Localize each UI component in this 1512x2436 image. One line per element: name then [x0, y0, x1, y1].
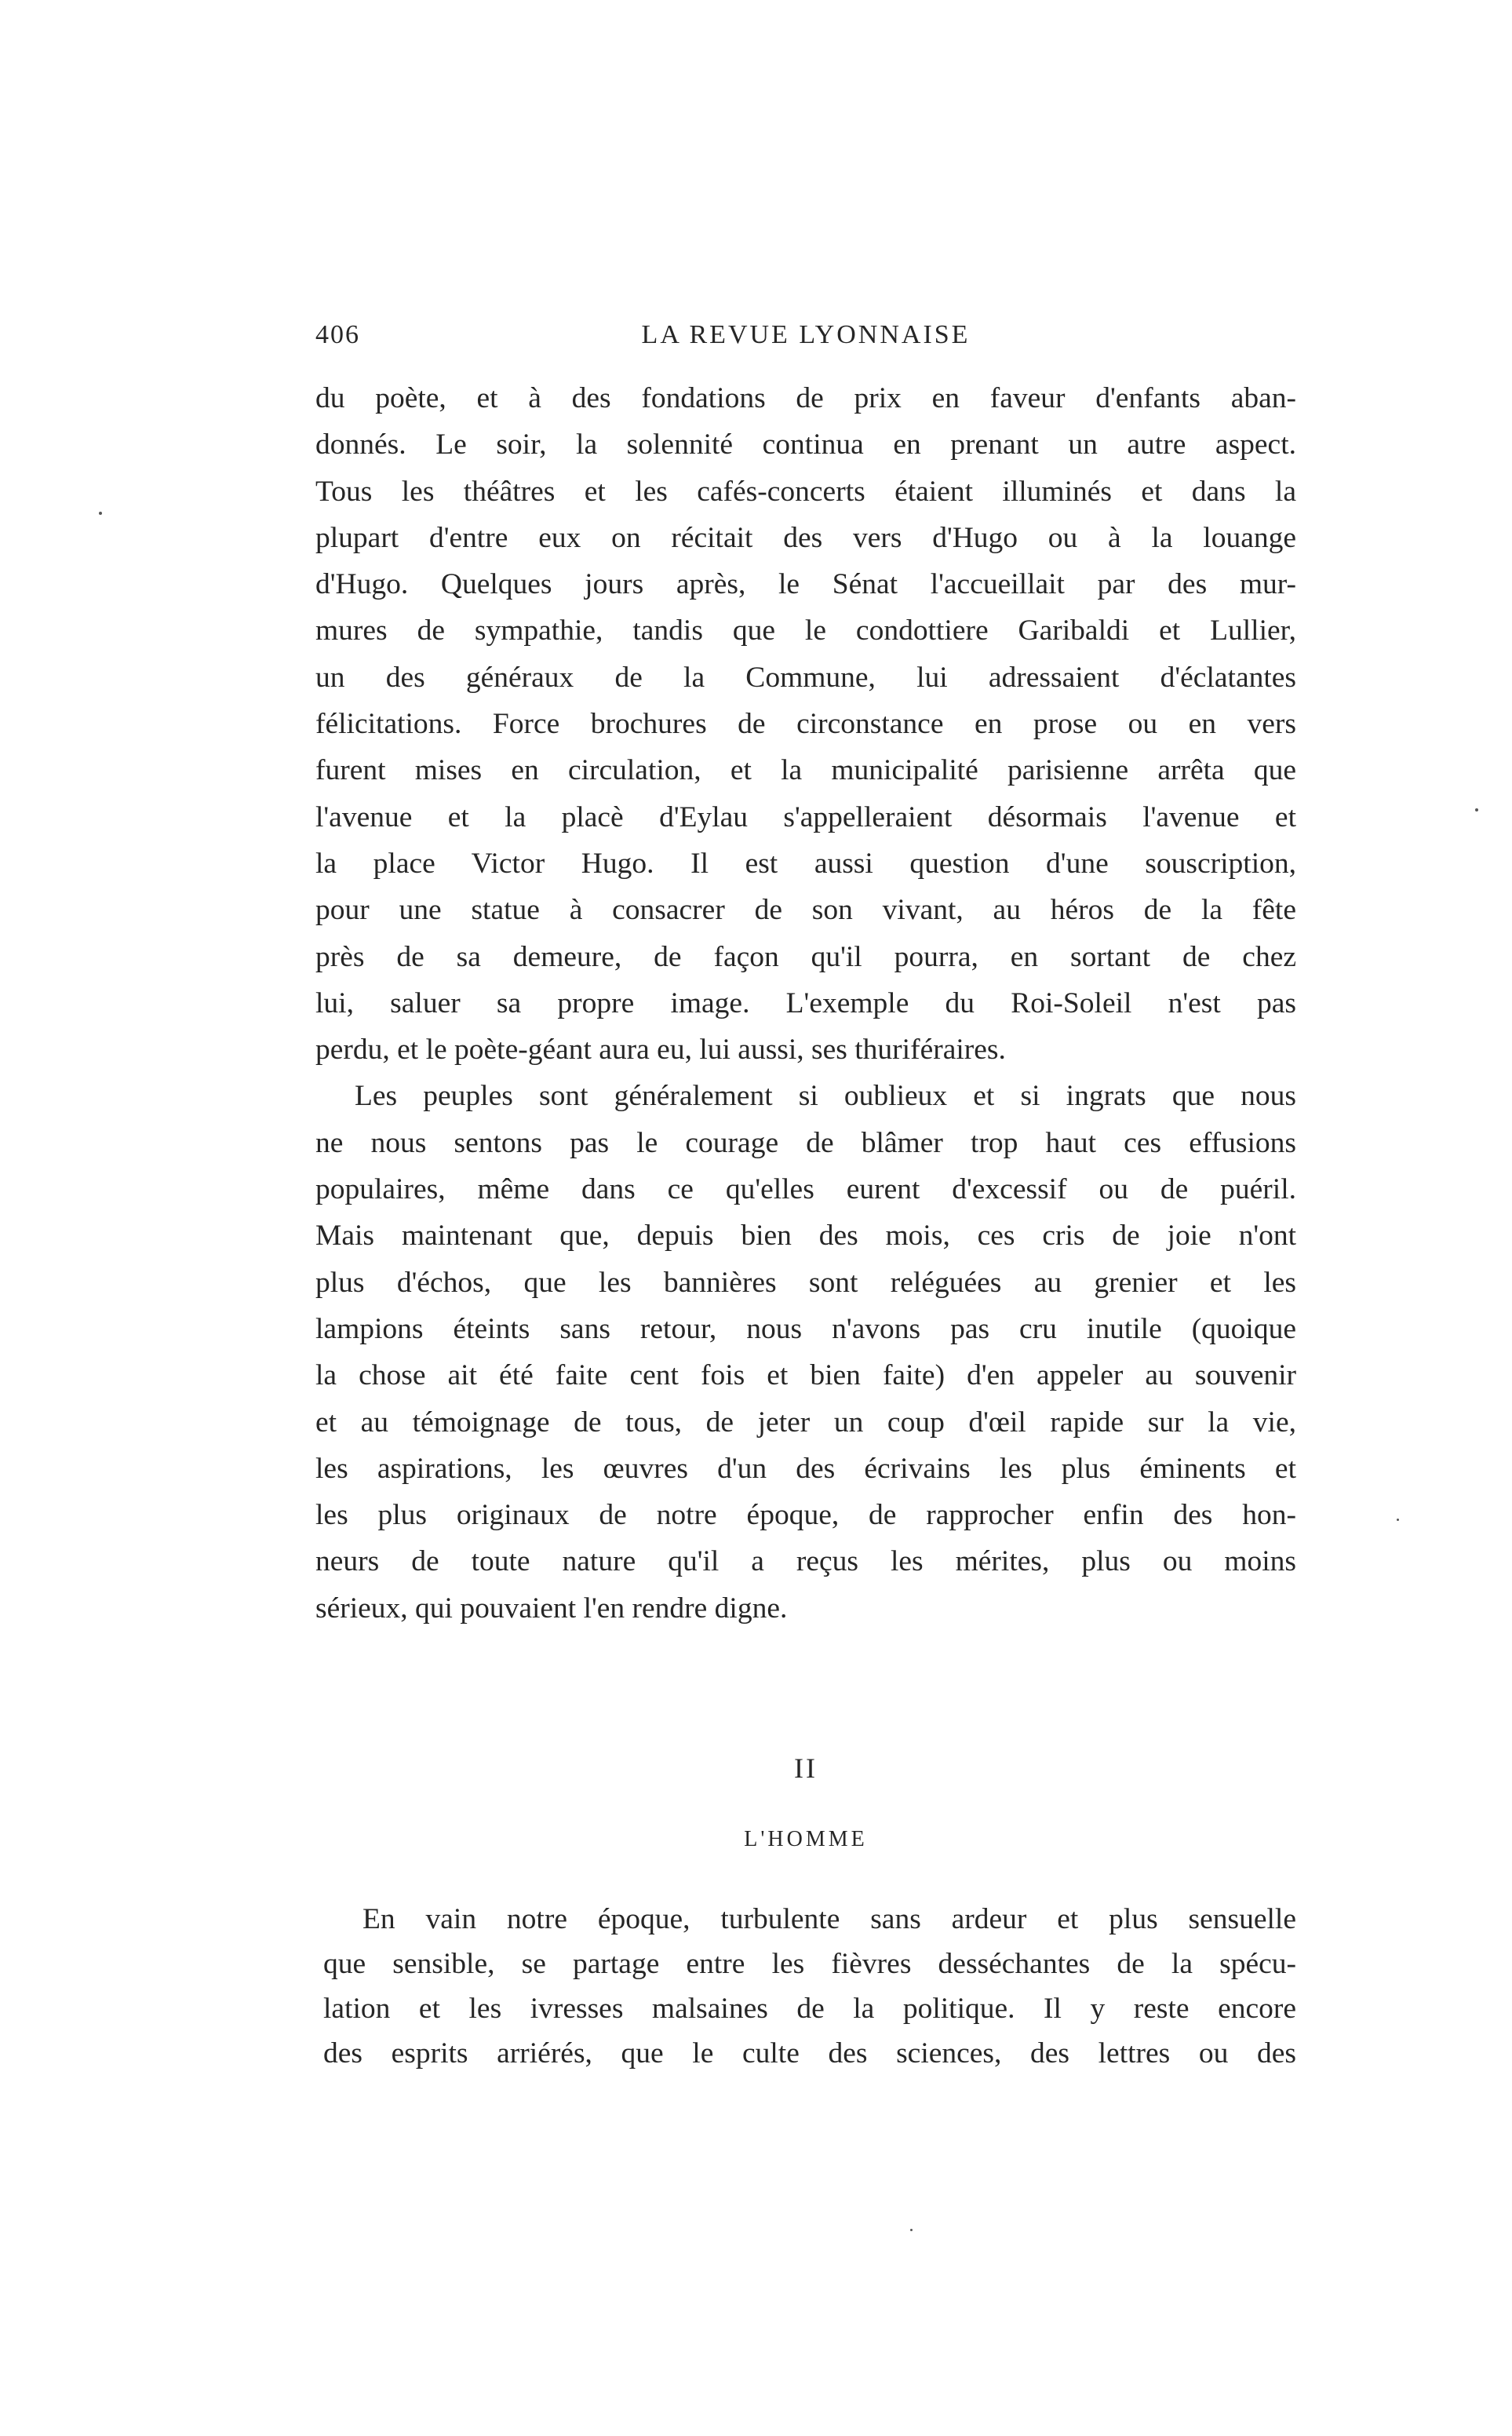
text-line: que sensible, se partage entre les fièvres desséchantes de la spécu- — [323, 1948, 1296, 1980]
text-line: En vain notre époque, turbulente sans ardeur et plus sensuelle — [363, 1903, 1296, 1935]
text-line: les plus originaux de notre époque, de rapprocher enfin des hon- — [315, 1499, 1296, 1532]
section-body-text — [323, 1897, 1296, 2076]
text-line: les aspirations, les œuvres d'un des écrivains les plus éminents et — [315, 1452, 1296, 1485]
paragraph — [323, 1897, 1296, 2076]
text-line: la place Victor Hugo. Il est aussi question d'une souscription, — [315, 847, 1296, 880]
text-line: lampions éteints sans retour, nous n'avons pas cru inutile (quoique — [315, 1312, 1296, 1345]
text-line: l'avenue et la placè d'Eylau s'appelleraient désormais l'avenue et — [315, 800, 1296, 833]
text-line: mures de sympathie, tandis que le condottiere Garibaldi et Lullier, — [315, 614, 1296, 647]
text-line: sérieux, qui pouvaient l'en rendre digne. — [315, 1592, 788, 1625]
print-speck — [910, 2229, 913, 2231]
page-number: 406 — [315, 320, 360, 349]
paragraph — [315, 375, 1296, 1073]
text-line: du poète, et à des fondations de prix en faveur d'enfants aban- — [315, 382, 1296, 414]
text-line: lation et les ivresses malsaines de la politique. Il y reste encore — [323, 1993, 1296, 2025]
journal-title: LA REVUE LYONNAISE — [641, 320, 971, 349]
text-line: donnés. Le soir, la solennité continua en prenant un autre aspect. — [315, 428, 1296, 461]
section-number: II — [794, 1752, 818, 1784]
text-line: près de sa demeure, de façon qu'il pourra, en sortant de chez — [315, 940, 1296, 973]
running-header — [315, 320, 1296, 367]
text-line: la chose ait été faite cent fois et bien faite) d'en appeler au souvenir — [315, 1359, 1296, 1392]
text-line: un des généraux de la Commune, lui adressaient d'éclatantes — [315, 661, 1296, 694]
text-line: neurs de toute nature qu'il a reçus les mérites, plus ou moins — [315, 1545, 1296, 1578]
text-line: ne nous sentons pas le courage de blâmer trop haut ces effusions — [315, 1126, 1296, 1159]
body-text — [315, 375, 1296, 1632]
text-line: populaires, même dans ce qu'elles eurent d'excessif ou de puéril. — [315, 1173, 1296, 1206]
text-line: félicitations. Force brochures de circonstance en prose ou en vers — [315, 708, 1296, 741]
text-line: Mais maintenant que, depuis bien des mois, ces cris de joie n'ont — [315, 1220, 1296, 1253]
text-line: plus d'échos, que les bannières sont reléguées au grenier et les — [315, 1266, 1296, 1299]
print-speck — [1475, 808, 1478, 811]
text-line: pour une statue à consacrer de son vivant, au héros de la fête — [315, 894, 1296, 927]
text-line: d'Hugo. Quelques jours après, le Sénat l'accueillait par des mur- — [315, 568, 1296, 601]
text-line: des esprits arriérés, que le culte des sciences, des lettres ou des — [323, 2037, 1296, 2070]
text-line: lui, saluer sa propre image. L'exemple du Roi-Soleil n'est pas — [315, 986, 1296, 1019]
section-title: L'HOMME — [744, 1827, 868, 1851]
text-line: furent mises en circulation, et la municipalité parisienne arrêta que — [315, 754, 1296, 787]
text-line: perdu, et le poète-géant aura eu, lui aussi, ses thuriféraires. — [315, 1034, 1006, 1067]
text-line: plupart d'entre eux on récitait des vers d'Hugo ou à la louange — [315, 521, 1296, 554]
print-speck — [99, 512, 102, 515]
text-line: Les peuples sont généralement si oublieux et si ingrats que nous — [355, 1080, 1296, 1113]
print-speck — [1397, 1519, 1399, 1521]
text-line: Tous les théâtres et les cafés-concerts étaient illuminés et dans la — [315, 475, 1296, 508]
text-line: et au témoignage de tous, de jeter un coup d'œil rapide sur la vie, — [315, 1406, 1296, 1439]
paragraph — [315, 1073, 1296, 1632]
